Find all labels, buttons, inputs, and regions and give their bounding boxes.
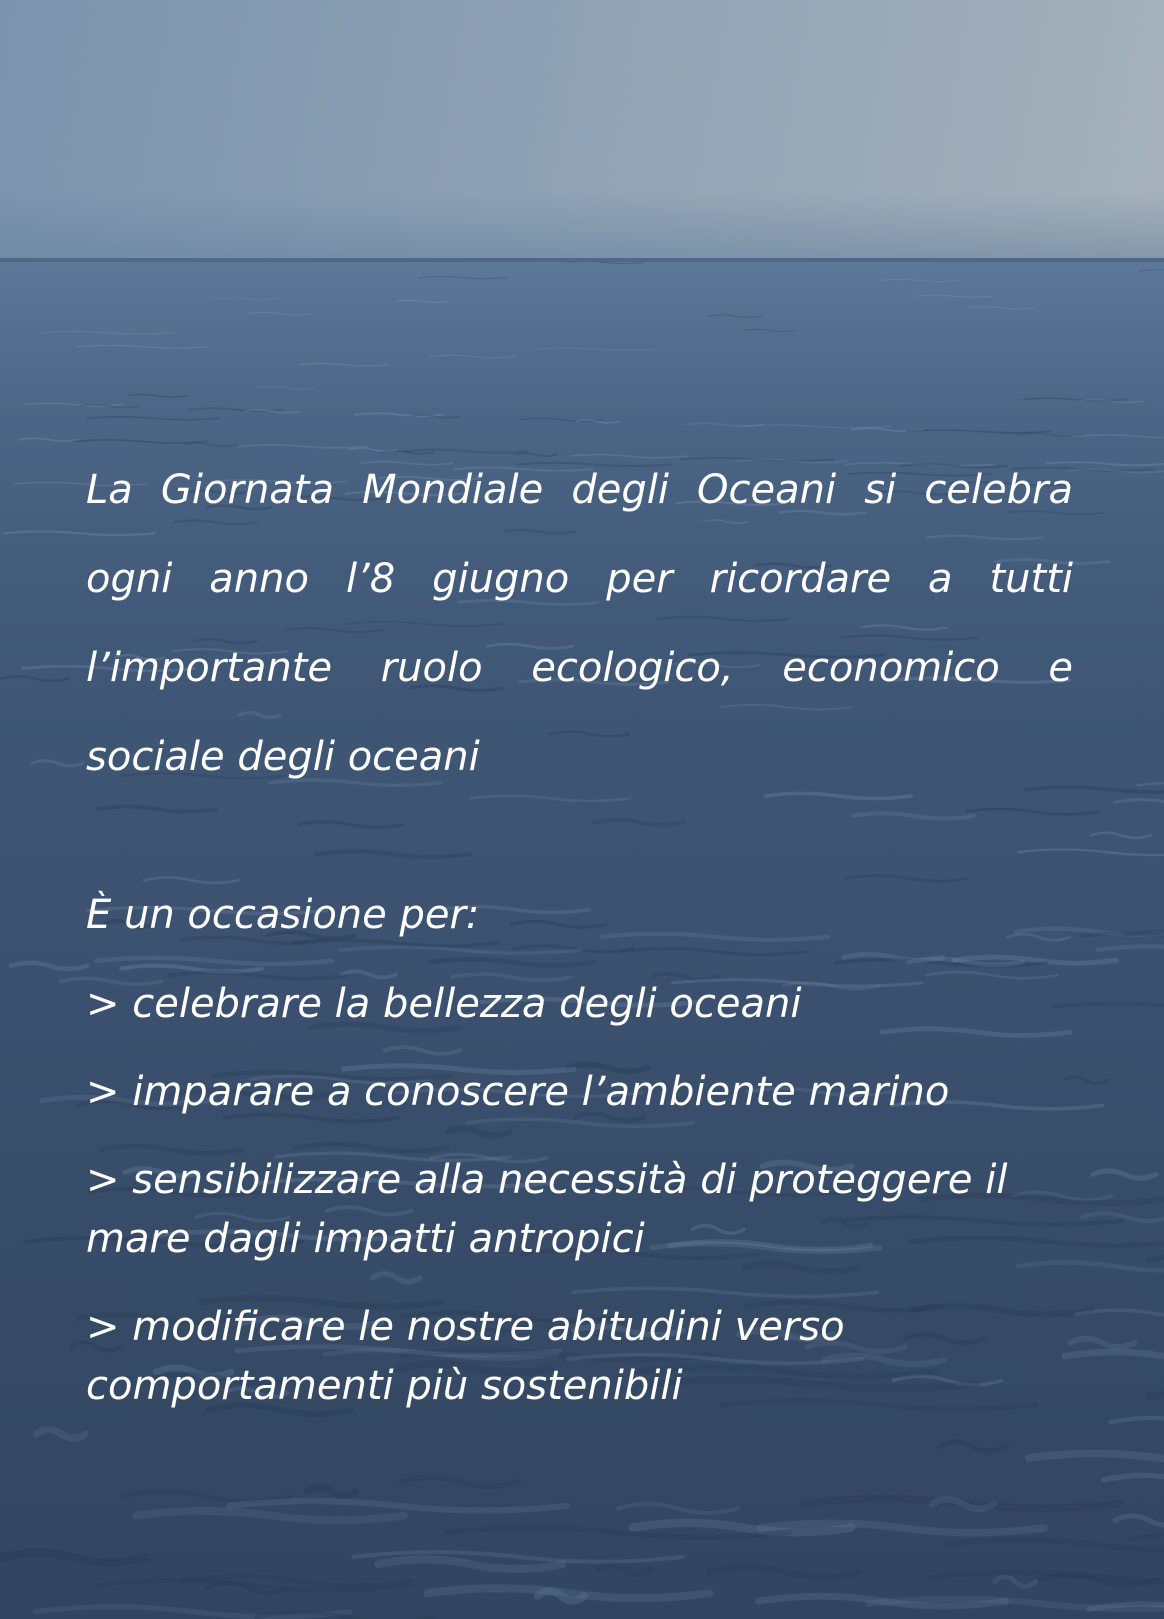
list-item: > sensibilizzare alla necessità di proteggere il mare dagli impatti antropici bbox=[86, 1157, 1008, 1262]
list-item: > imparare a conoscere l’ambiente marino bbox=[86, 1069, 950, 1115]
intro-paragraph: La Giornata Mondiale degli Oceani si celebra ogni anno l’8 giugno per ricordare a tutti l’importante ruolo ecologico, economico e sociale degli oceani bbox=[86, 467, 1073, 780]
sky bbox=[0, 0, 1164, 262]
occasion-title: È un occasione per: bbox=[86, 892, 480, 938]
list-item: > modificare le nostre abitudini verso comportamenti più sostenibili bbox=[86, 1304, 845, 1409]
main-text-block bbox=[86, 467, 1073, 1409]
occasion-list bbox=[86, 975, 1073, 1445]
list-item: > celebrare la bellezza degli oceani bbox=[86, 981, 802, 1027]
